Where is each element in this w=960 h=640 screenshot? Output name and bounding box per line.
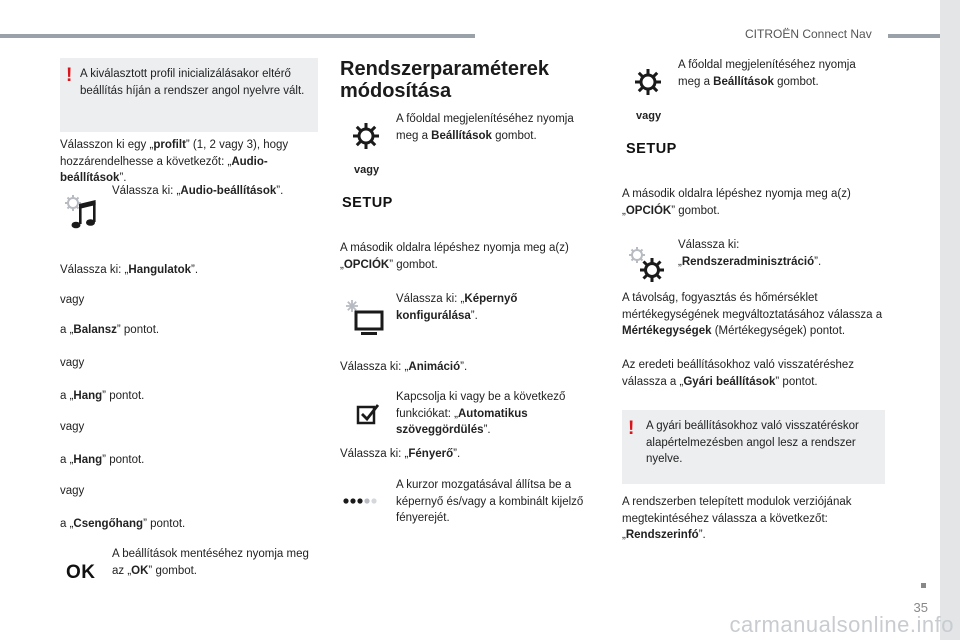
audio-settings-text: Válassza ki: „Audio-beállítások”.: [112, 185, 284, 197]
ambience-text: Válassza ki: „Hangulatok”.: [60, 264, 199, 276]
main-page-instruction: A főoldal megjelenítéséhez nyomja meg a Beállítások gombot.: [396, 113, 574, 142]
profile-paragraph: Válasszon ki egy „profilt” (1, 2 vagy 3), hogy hozzárendelhesse a következőt: „Audio-beállítások”.: [60, 139, 289, 184]
auto-scroll-text: Kapcsolja ki vagy be a következő funkciókat: „Automatikus szöveggördülés”.: [396, 391, 566, 436]
warning-note-text: A kiválasztott profil inicializálásakor eltérő beállítás híján a rendszer angol nyelvre vált.: [80, 68, 305, 97]
or-label: vagy: [636, 110, 662, 122]
factory-settings-text: Az eredeti beállításokhoz való visszatéréshez válassza a „Gyári beállítások” pontot.: [622, 359, 855, 388]
options-instruction-2: A második oldalra lépéshez nyomja meg a(z) „OPCIÓK” gombot.: [622, 188, 851, 217]
side-strip: [940, 0, 960, 640]
page-header-title: CITROËN Connect Nav: [745, 27, 872, 41]
setup-button-label: SETUP: [342, 195, 393, 211]
header-rule-right: [888, 34, 940, 38]
units-text: A távolság, fogyasztás és hőmérséklet mértékegységének megváltoztatásához válassza a Mértékegységek (Mértékegységek) pontot.: [622, 292, 883, 337]
ok-button-label: OK: [66, 562, 96, 583]
or-text: vagy: [60, 421, 85, 433]
section-heading: Rendszerparaméterek módosítása: [340, 58, 549, 102]
checkbox-icon: [356, 402, 380, 426]
or-text: vagy: [60, 357, 85, 369]
ringtone-text: a „Csengőhang” pontot.: [60, 518, 186, 530]
brightness-slider-icon: [342, 496, 382, 506]
sound-text-2: a „Hang” pontot.: [60, 454, 145, 466]
header-rule: [0, 34, 475, 38]
page-number: 35: [913, 600, 928, 615]
brightness-text: Válassza ki: „Fényerő”.: [340, 448, 461, 460]
options-instruction: A második oldalra lépéshez nyomja meg a(z) „OPCIÓK” gombot.: [340, 242, 569, 271]
or-label: vagy: [354, 164, 380, 176]
system-admin-icon: [626, 244, 668, 286]
balance-text: a „Balansz” pontot.: [60, 324, 160, 336]
settings-gear-icon: [632, 66, 664, 98]
cursor-brightness-text: A kurzor mozgatásával állítsa be a képernyő és/vagy a kombinált kijelző fényerejét.: [396, 479, 584, 524]
screen-config-icon: [344, 298, 386, 338]
screen-config-text: Válassza ki: „Képernyő konfigurálása”.: [396, 293, 518, 322]
ok-instruction-text: A beállítások mentéséhez nyomja meg az „OK” gombot.: [112, 548, 309, 577]
or-text: vagy: [60, 294, 85, 306]
system-info-text: A rendszerben telepített modulok verziójának megtekintéséhez válassza a következőt: „Rendszerinfó”.: [622, 496, 852, 541]
warning-icon: !: [66, 65, 73, 86]
warning-icon: !: [628, 418, 635, 439]
factory-note-text: A gyári beállításokhoz való visszatéréskor alapértelmezésben angol lesz a rendszer nyelve.: [646, 420, 859, 465]
settings-gear-icon: [350, 120, 382, 152]
animation-text: Válassza ki: „Animáció”.: [340, 361, 468, 373]
main-page-instruction-2: A főoldal megjelenítéséhez nyomja meg a Beállítások gombot.: [678, 59, 856, 88]
sound-text: a „Hang” pontot.: [60, 390, 145, 402]
or-text: vagy: [60, 485, 85, 497]
setup-button-label: SETUP: [626, 141, 677, 157]
system-admin-text: Válassza ki: „Rendszeradminisztráció”.: [678, 239, 822, 268]
audio-settings-icon: [62, 192, 102, 232]
page-marker: [921, 583, 926, 588]
watermark: carmanualsonline.info: [729, 612, 954, 637]
